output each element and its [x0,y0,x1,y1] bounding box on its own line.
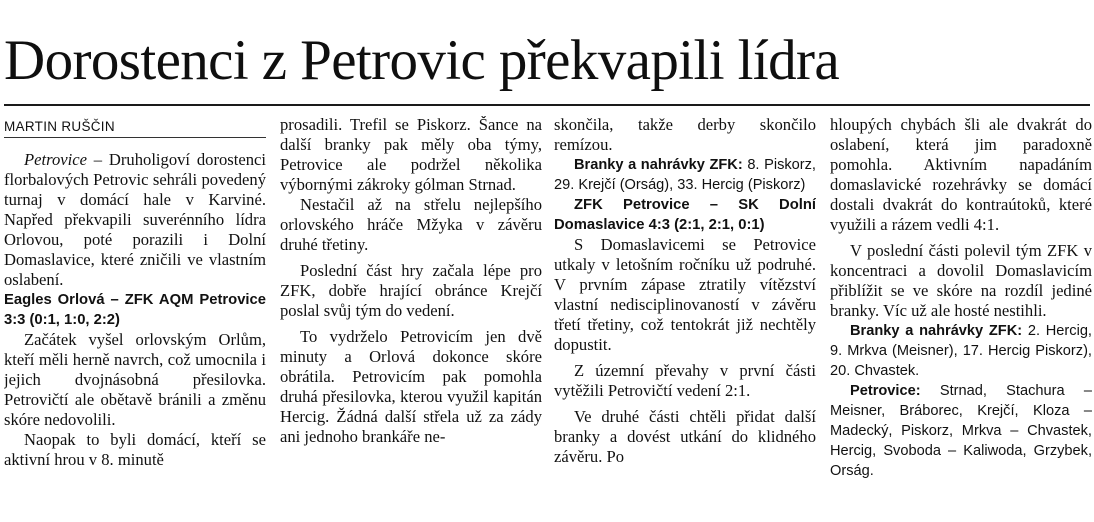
paragraph: hloupých chybách šli ale dvakrát do oslabení, která jim paradoxně pomohla. Aktivním napadáním domaslavické rozehrávky se domácí dostali dvakrát do kontraútoků, které využili a rázem vedli 4:1. [830,116,1092,234]
cropped-text-strip [0,0,1094,10]
author-byline: MARTIN RUŠČIN [4,118,266,138]
paragraph: Z územní převahy v první části vytěžili Petrovičtí vedení 2:1. [554,361,816,400]
article-headline: Dorostenci z Petrovic překvapili lídra [4,29,840,92]
match-2-heading: ZFK Petrovice – SK Dolní Domaslavice 4:3 (2:1, 2:1, 0:1) [554,197,816,233]
paragraph: prosadili. Trefil se Piskorz. Šance na další branky pak měly oba týmy, Petrovice ale podržel několika výbornými zákroky gólman Strnad. [280,116,542,194]
paragraph: Začátek vyšel orlovským Orlům, kteří měli herně navrch, což umocnila i jejich dvojnásobná přesilovka. Petrovičtí ale obětavě bránili a změnu skóre nedovolili. [4,330,266,429]
match-1-heading: Eagles Orlová – ZFK AQM Petrovice 3:3 (0:1, 1:0, 2:2) [4,292,266,328]
article-column-3 [554,116,816,520]
paragraph: Nestačil až na střelu nejlepšího orlovského hráče Mžyka v závěru druhé třetiny. [280,195,542,254]
article-column-4 [830,116,1092,520]
paragraph: Poslední část hry začala lépe pro ZFK, dobře hrající obránce Krejčí poslal svůj tým do vedení. [280,261,542,320]
paragraph: Ve druhé části chtěli přidat další branky a dovést utkání do klidného závěru. Po [554,407,816,466]
goals-summary-2 [830,321,1092,381]
paragraph: V poslední části polevil tým ZFK v koncentraci a dovolil Domaslavicím přiblížit se ve skóre na rozdíl jediné branky. Víc už ale hosté nestihli. [830,241,1092,320]
article-column-2 [280,116,542,520]
paragraph: skončila, takže derby skončilo remízou. [554,116,816,154]
lead-paragraph [4,150,266,290]
lineup-label: Petrovice: [850,383,921,399]
goals-text: 2. Hercig, 9. Mrkva (Meisner), 17. Hercig Piskorz), 20. Chvastek. [830,323,1092,379]
lead-place: Petrovice [24,150,87,169]
goals-label: Branky a nahrávky ZFK: [574,157,743,173]
team-lineup [830,381,1092,481]
goals-text: 8. Piskorz, 29. Krejčí (Orság), 33. Hercig (Piskorz) [554,157,816,193]
article-column-1 [4,116,266,520]
headline-rule [4,104,1090,106]
paragraph: S Domaslavicemi se Petrovice utkaly v letošním ročníku už podruhé. V prvním zápase ztratily vítězství vlastní nedisciplinovaností v závěru třetí třetiny, což tentokrát již nechtěly dopustit. [554,235,816,354]
goals-summary-1 [554,155,816,195]
goals-label: Branky a nahrávky ZFK: [850,323,1023,339]
paragraph: To vydrželo Petrovicím jen dvě minuty a Orlová dokonce skóre obrátila. Petrovicím pak pomohla druhá přesilovka, kterou využil kapitán Hercig. Žádná další střela už za zády ani jednoho brankáře ne- [280,327,542,446]
lead-text: – Druholigoví dorostenci florbalových Petrovic sehráli povedený turnaj v domácí hale v Karviné. Napřed překvapili suverénního lídra Orlovou, poté porazili i Dolní Domaslavice, které zničili ve vlastním oslabení. [4,150,266,289]
paragraph: Naopak to byli domácí, kteří se aktivní hrou v 8. minutě [4,430,266,469]
lineup-text: Strnad, Stachura – Meisner, Bráborec, Krejčí, Kloza – Madecký, Piskorz, Mrkva – Chvastek, Hercig, Svoboda – Kaliwoda, Grzybek, Orság. [830,383,1092,479]
